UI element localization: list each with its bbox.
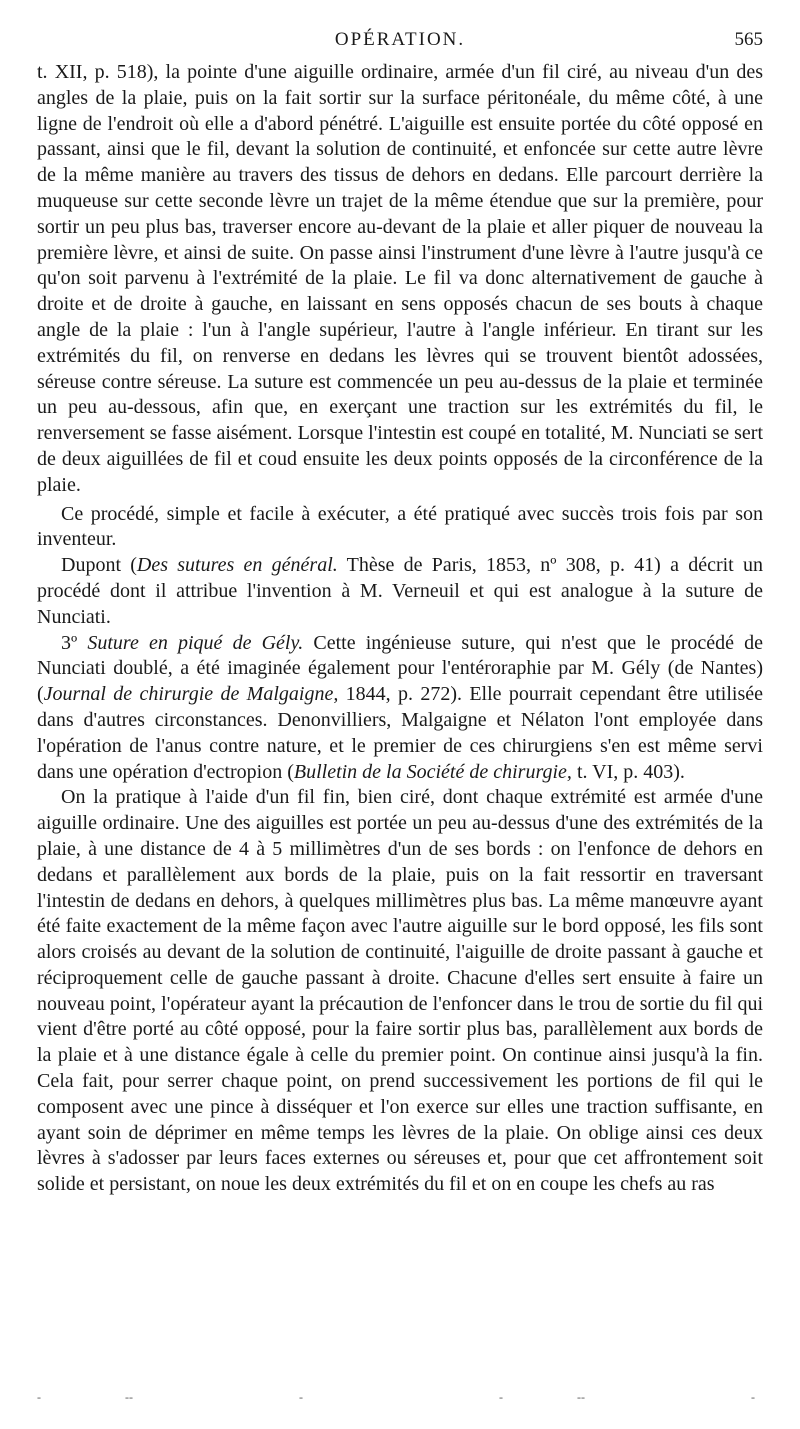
text-run: 3º (61, 631, 88, 654)
print-mark: -- (577, 1390, 585, 1404)
text-run: Ce procédé, simple et facile à exécuter, a été pratiqué avec succès trois fois par son inventeur. (37, 502, 763, 551)
text-run: Cette ingénieuse suture, qui n'est que le procédé de Nunciati doublé, a été imaginée également pour l'entéroraphie par M. Gély (de Nantes) ( (37, 631, 764, 706)
text-run: 1844, p. 272). Elle pourrait cependant être utilisée dans d'autres circonstances. Denonvilliers, Malgaigne et Nélaton l'ont employée dans l'opération de l'anus contre nature, et le premier de ces chirurgiens s'en est même servi dans une opération d'ectropion ( (37, 683, 763, 783)
print-mark: - (37, 1390, 41, 1404)
text-run: On la pratique à l'aide d'un fil fin, bien ciré, dont chaque extrémité est armée d'une aiguille ordinaire. Une des aiguilles est portée un peu au-dessus d'une des extrémités de la plaie, à une distance de 4 à 5 millimètres d'un de ses bords : on l'enfonce de dehors en dedans et parallèlement aux bords de la plaie, puis on la fait ressortir en traversant l'intestin de dedans en dehors, à quelques millimètres plus bas. La même manœuvre ayant été faite exactement de la même façon avec l'autre aiguille sur le bord opposé, les fils sont alors croisés au devant de la solution de continuité, l'aiguille de droite passant à gauche et réciproquement celle de gauche passant à droite. Chacune d'elles sert ensuite à faire un nouveau point, l'opérateur ayant la précaution de l'enfoncer dans le trou de sortie du fil qui vient d'être porté au côté opposé, pour la faire sortir plus bas, parallèlement aux bords de la plaie et à une distance égale à celle du premier point. On continue ainsi jusqu'à la fin. Cela fait, pour serrer chaque point, on prend successivement les portions de fil qui le composent avec une pince à disséquer et l'on exerce sur elles une traction suffisante, en ayant soin de déprimer en même temps les lèvres de la plaie. On oblige ainsi ces deux lèvres à s'adosser par leurs faces externes ou séreuses et, pour que cet affrontement soit solide et persistant, on noue les deux extrémités du fil et on en coupe les chefs au ras (37, 786, 763, 1196)
paragraph-success (37, 502, 763, 554)
print-mark: - (499, 1390, 503, 1404)
paragraph-technique (37, 785, 763, 1198)
body-text (37, 60, 763, 1198)
paragraph-continued (37, 60, 763, 499)
paragraph-gely-suture (37, 631, 763, 786)
page-header (37, 29, 763, 53)
text-run: Thèse de Paris, 1853, nº 308, p. 41) a décrit un procédé dont il attribue l'invention à M. Verneuil et qui est analogue à la suture de Nunciati. (37, 554, 763, 628)
text-run: t. XII, p. 518), la pointe d'une aiguille ordinaire, armée d'un fil ciré, au niveau d'un des angles de la plaie, puis on la fait sortir sur la surface péritonéale, du même côté, à une ligne de l'endroit où elle a d'abord pénétré. L'aiguille est ensuite portée du côté opposé en passant, ainsi que le fil, devant la solution de continuité, et enfoncée sur cette autre lèvre de la même manière au travers des tissus de dehors en dedans. Elle parcourt derrière la muqueuse sur cette seconde lèvre un trajet de la même étendue que sur la première, pour sortir un peu plus bas, traverser encore au-devant de la plaie et aller piquer de nouveau la première lèvre, et ainsi de suite. On passe ainsi l'instrument d'une lèvre à l'autre jusqu'à ce qu'on soit parvenu à l'extrémité de la plaie. Le fil va donc alternativement de gauche à droite et de droite à gauche, en laissant en sens opposés chacun de ses bouts à chaque angle de la plaie : l'un à l'angle supérieur, l'autre à l'angle inférieur. En tirant sur les extrémités du fil, on renverse en dedans les lèvres qui se trouvent bientôt adossées, séreuse contre séreuse. La suture est commencée un peu au-dessus de la plaie et terminée un peu au-dessous, afin que, en exerçant une traction sur les extrémités du fil, le renversement se fasse aisément. Lorsque l'intestin est coupé en totalité, M. Nunciati se sert de deux aiguillées de fil et coud ensuite les deux points opposés de la circonférence de la plaie. (37, 61, 763, 496)
page-number: 565 (734, 29, 763, 50)
print-mark: -- (125, 1390, 133, 1404)
italic-journal: Journal de chirurgie de Malgaigne, (43, 683, 339, 706)
text-run: t. VI, p. 403). (571, 760, 685, 783)
italic-bulletin: Bulletin de la Société de chirurgie, (293, 760, 572, 783)
text-run: Dupont ( (61, 554, 137, 577)
print-mark: - (751, 1390, 755, 1404)
italic-title: Des sutures en général. (136, 554, 338, 577)
paragraph-dupont (37, 553, 763, 630)
print-marks (37, 1390, 763, 1402)
print-mark: - (299, 1390, 303, 1404)
italic-heading: Suture en piqué de Gély. (87, 631, 304, 654)
running-title: OPÉRATION. (334, 29, 466, 50)
